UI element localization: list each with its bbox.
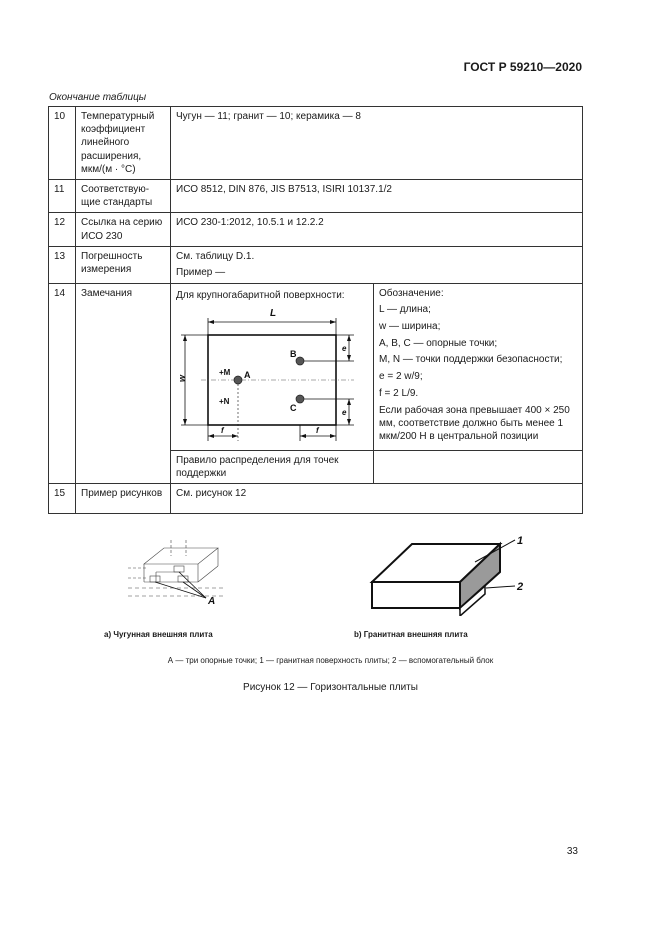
row-value: ИСО 230-1:2012, 10.5.1 и 12.2.2 <box>171 213 583 246</box>
measurement-ref: См. таблицу D.1. <box>176 250 255 262</box>
note-line: M, N — точки поддержки безопасности; <box>379 354 563 366</box>
figure-b-label-1: 1 <box>517 535 524 547</box>
figure-b-granite-plate <box>360 532 540 616</box>
row-name: Замечания <box>76 283 171 483</box>
remarks-notes <box>374 283 583 450</box>
row-name: Ссылка на серию ИСО 230 <box>76 213 171 246</box>
note-line: e = 2 w/9; <box>379 371 423 383</box>
table-row <box>49 246 583 283</box>
support-diagram-cell <box>171 283 374 450</box>
row-value: См. рисунок 12 <box>171 483 583 513</box>
table-row <box>49 483 583 513</box>
point-n-letter: +N <box>219 396 230 406</box>
e-letter-top: e <box>342 343 347 353</box>
row-number: 12 <box>49 213 76 246</box>
point-a-letter: A <box>244 369 251 380</box>
f-letter-left: f <box>221 425 224 435</box>
f-letter-right: f <box>316 425 319 435</box>
table-row <box>49 107 583 180</box>
note-line: f = 2 L/9. <box>379 387 419 399</box>
note-line: A, B, C — опорные точки; <box>379 337 498 349</box>
page-number: 33 <box>566 846 578 857</box>
support-point-b <box>296 357 304 365</box>
width-letter: w <box>177 374 187 382</box>
row-name: Пример рисунков <box>76 483 171 513</box>
standard-code: ГОСТ Р 59210—2020 <box>463 60 582 74</box>
table-row <box>49 283 583 450</box>
row-number: 11 <box>49 179 76 212</box>
row-value: Чугун — 11; гранит — 10; керамика — 8 <box>171 107 583 180</box>
figure-a-cast-iron-plate <box>126 538 236 610</box>
figure-a-caption: a) Чугунная внешняя плита <box>104 630 213 639</box>
point-m-letter: +M <box>219 367 231 377</box>
row-number: 14 <box>49 283 76 483</box>
note-line: w — ширина; <box>379 321 441 333</box>
e-letter-bottom: e <box>342 407 347 417</box>
length-letter: L <box>270 307 277 319</box>
measurement-example: Пример — <box>176 266 226 278</box>
support-point-c <box>296 395 304 403</box>
row-name: Температурный коэффициент линейного расширения, мкм/(м · °С) <box>76 107 171 180</box>
support-points-diagram <box>171 304 363 442</box>
point-b-letter: B <box>290 348 297 359</box>
row-name: Погрешность измерения <box>76 246 171 283</box>
row-value <box>171 246 583 283</box>
figure-a-label: A <box>208 596 216 607</box>
table-row <box>49 213 583 246</box>
note-line: L — длина; <box>379 304 431 316</box>
table-caption: Окончание таблицы <box>49 92 147 103</box>
figure-legend: А — три опорные точки; 1 — гранитная поверхность плиты; 2 — вспомогательный блок <box>167 656 494 665</box>
figure-title: Рисунок 12 — Горизонтальные плиты <box>243 682 418 693</box>
diagram-label: Для крупногабаритной поверхности: <box>176 289 345 301</box>
table-row <box>49 179 583 212</box>
note-line: Обозначение: <box>379 287 444 299</box>
support-point-a <box>234 376 242 384</box>
row-number: 10 <box>49 107 76 180</box>
row-number: 13 <box>49 246 76 283</box>
figure-b-label-2: 2 <box>517 581 524 593</box>
spec-table <box>48 106 583 514</box>
rule-label: Правило распределения для точек поддержки <box>171 450 374 483</box>
note-line: Если рабочая зона превышает 400 × 250 мм, соответствие должно быть менее 1 мкм/200 Н в центральной позиции <box>379 404 570 442</box>
figure-b-caption: b) Гранитная внешняя плита <box>354 630 468 639</box>
row-value: ИСО 8512, DIN 876, JIS B7513, ISIRI 10137.1/2 <box>171 179 583 212</box>
row-name: Соответствую-щие стандарты <box>76 179 171 212</box>
point-c-letter: C <box>290 402 297 413</box>
empty-cell <box>374 450 583 483</box>
row-number: 15 <box>49 483 76 513</box>
